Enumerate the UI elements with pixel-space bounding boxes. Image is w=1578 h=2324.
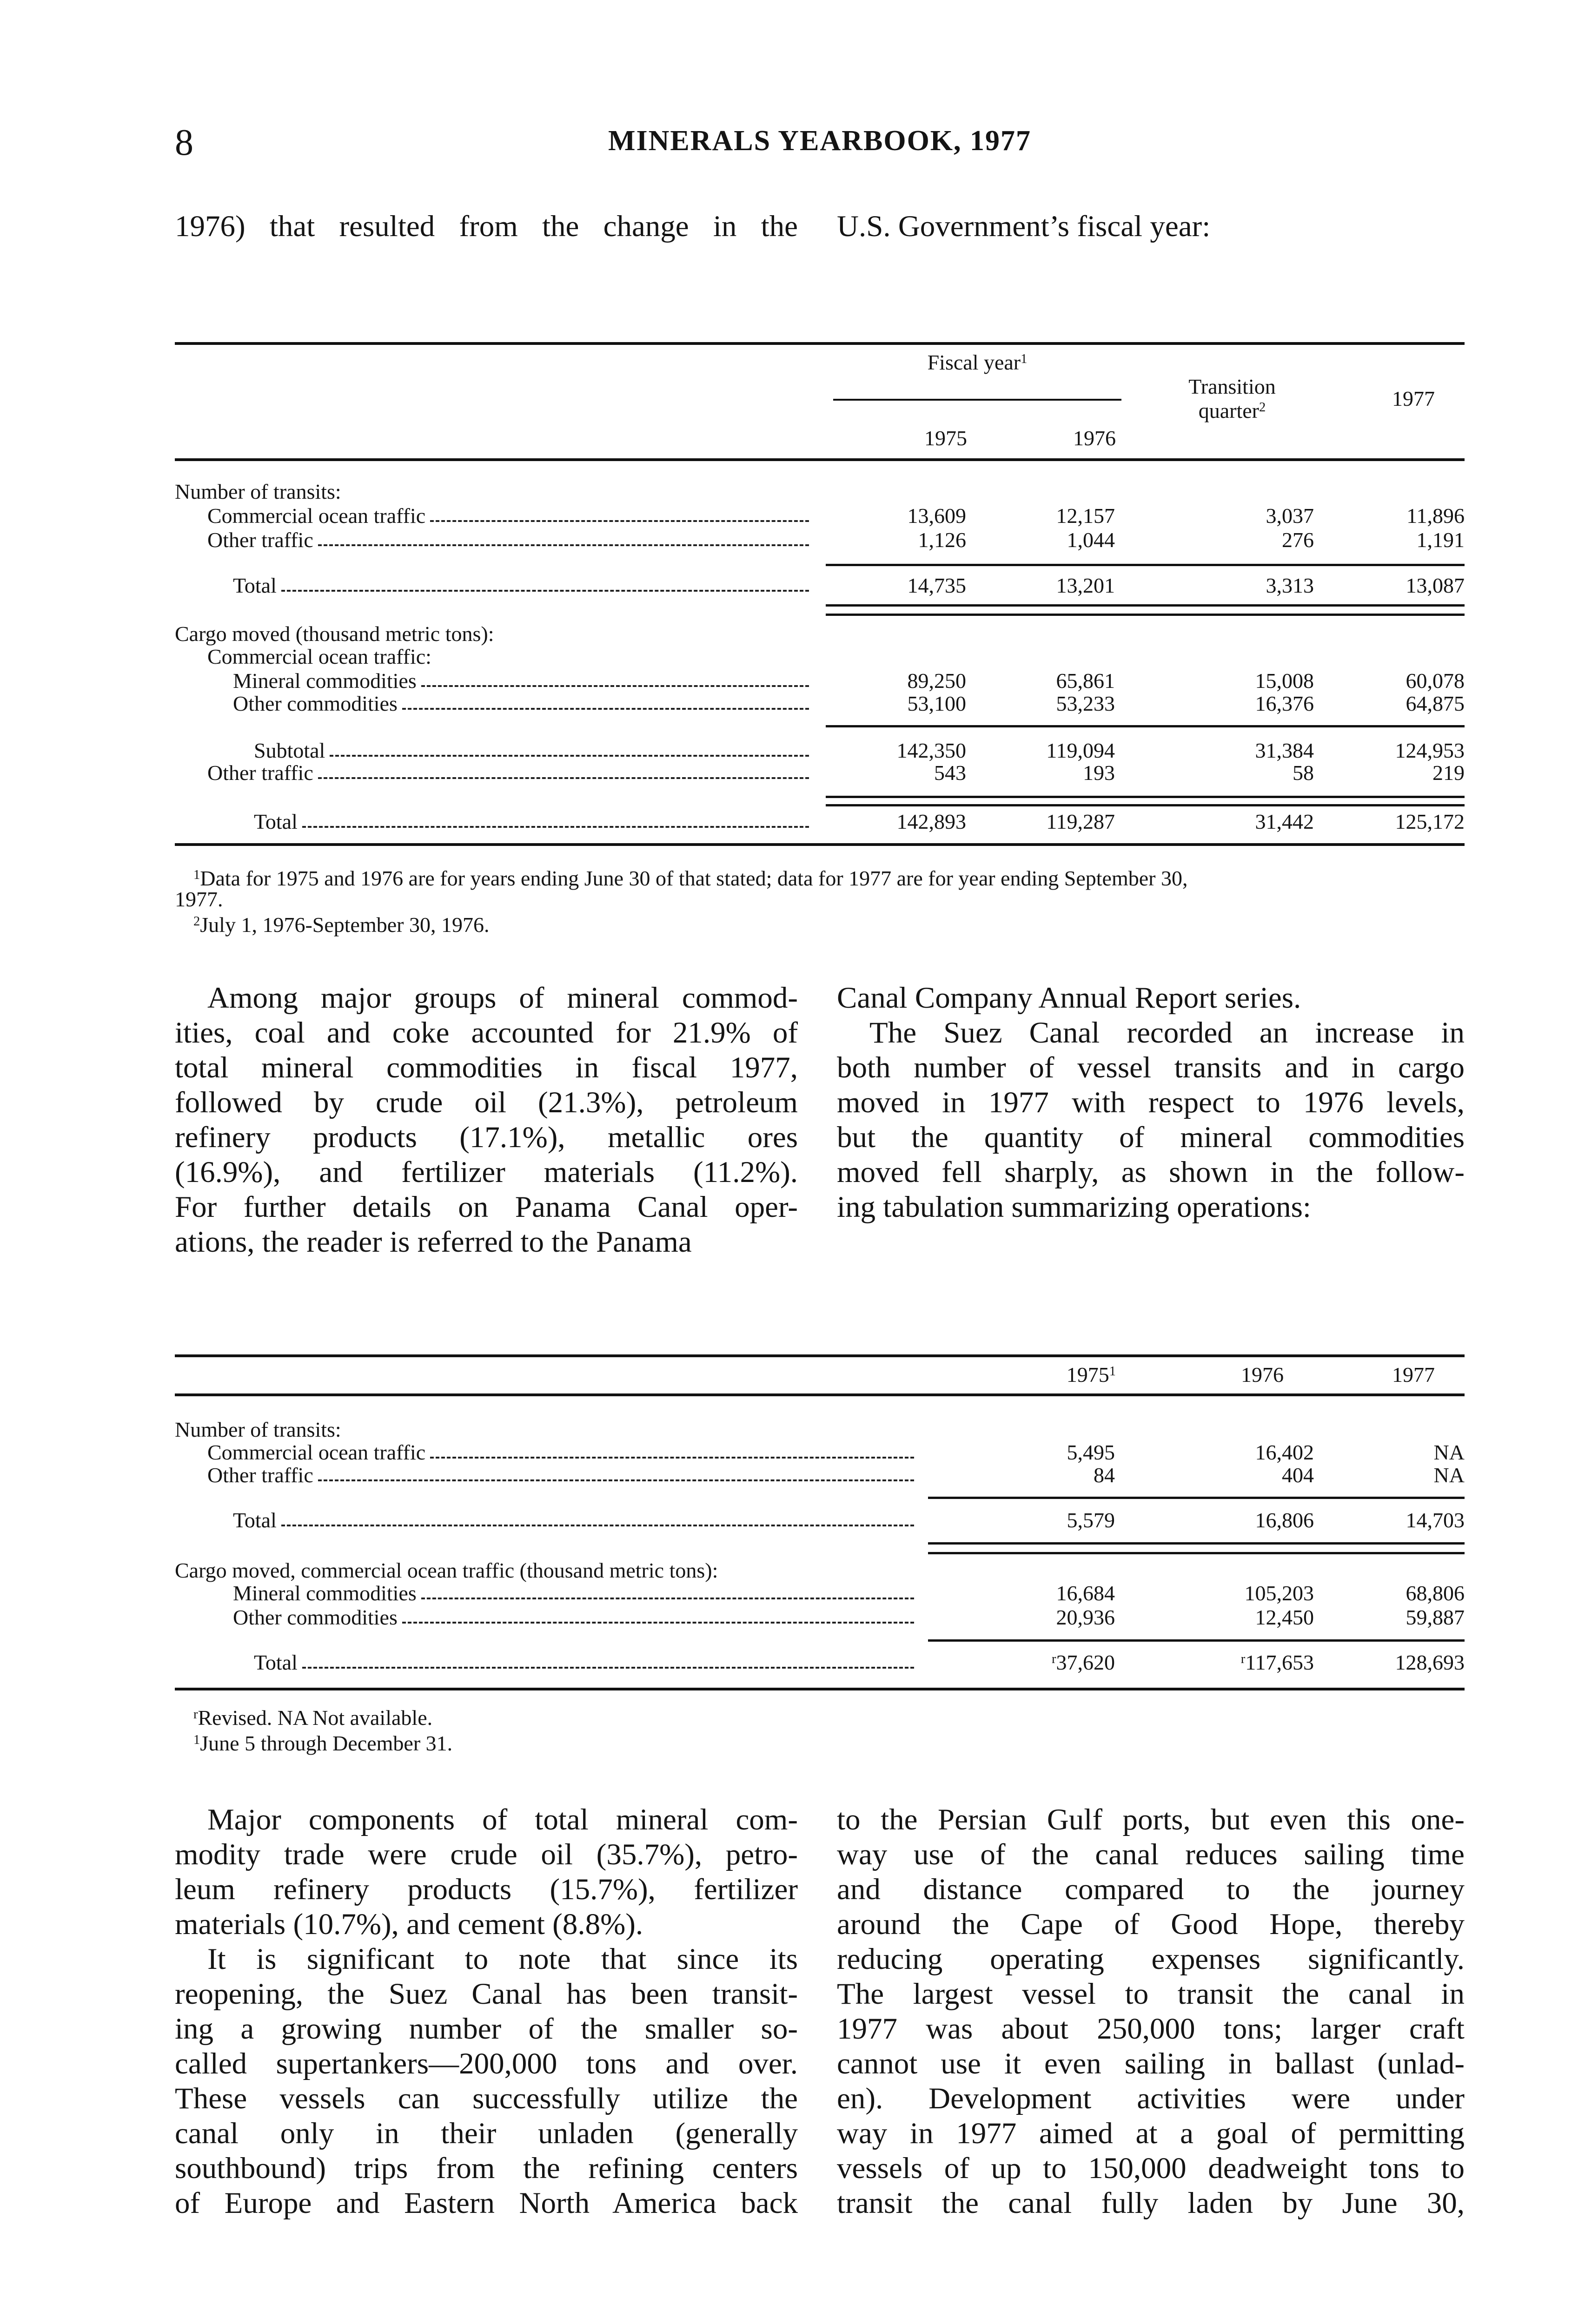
row-label (207, 1440, 914, 1465)
dot-leader (421, 1598, 914, 1599)
text-line: vessels of up to 150,000 deadweight tons to (837, 2152, 1465, 2185)
table-cell (1174, 1581, 1314, 1605)
table-cell (827, 574, 966, 598)
text-line: followed by crude oil (21.3%), petroleum (175, 1086, 798, 1119)
table-rule (826, 796, 1465, 798)
row-label (175, 480, 341, 504)
row-label (175, 622, 494, 646)
table-cell (1174, 1651, 1314, 1675)
row-label (207, 645, 431, 669)
header-1977: 1977 (1392, 1363, 1435, 1386)
table-rule (175, 1688, 1465, 1690)
table-rule (175, 1354, 1465, 1357)
cell-value: 404 (1282, 1463, 1314, 1487)
header-transition-quarter (1144, 375, 1320, 423)
cell-value: 5,579 (1067, 1508, 1115, 1532)
row-label-text: Other traffic (207, 761, 313, 785)
row-label-text: Subtotal (254, 739, 325, 762)
table-rule (826, 564, 1465, 566)
dot-leader (318, 544, 809, 546)
table-cell (827, 669, 966, 693)
table-cell (975, 1440, 1115, 1465)
table-row (0, 622, 1578, 646)
footnote-mark: 1 (1021, 351, 1028, 366)
table-rule (175, 1393, 1465, 1396)
table-row (0, 574, 1578, 598)
dot-leader (430, 1457, 914, 1459)
text-line: ing a growing number of the smaller so- (175, 2012, 798, 2046)
cell-value: 5,495 (1067, 1440, 1115, 1464)
footnote-mark: r (193, 1707, 198, 1722)
dot-leader (318, 777, 809, 779)
footnote-mark: 1 (193, 867, 200, 882)
text-line: to the Persian Gulf ports, but even this one- (837, 1803, 1465, 1836)
header-fiscal-year (833, 350, 1121, 375)
text-line: materials (10.7%), and cement (8.8%). (175, 1908, 643, 1941)
footnote-text: July 1, 1976-September 30, 1976. (200, 913, 490, 937)
cell-value: 84 (1094, 1463, 1115, 1487)
table-row (0, 504, 1578, 528)
row-label (233, 1581, 914, 1605)
footnote (193, 1731, 452, 1756)
table-cell (1174, 1508, 1314, 1532)
table-cell (1325, 692, 1465, 716)
table-cell (975, 1605, 1115, 1630)
text-line: but the quantity of mineral commodities (837, 1121, 1465, 1154)
footnote-text: June 5 through December 31. (200, 1731, 453, 1755)
table-cell (1174, 810, 1314, 834)
table-cell (975, 1463, 1115, 1487)
text-line: both number of vessel transits and in cargo (837, 1051, 1465, 1084)
table-row (0, 1605, 1578, 1630)
table-cell (827, 528, 966, 552)
table-cell (827, 761, 966, 785)
footnote (175, 887, 223, 911)
table-row (0, 645, 1578, 669)
table-cell (1174, 1605, 1314, 1630)
text-line: modity trade were crude oil (35.7%), petro- (175, 1838, 798, 1871)
footnote-text: 1977. (175, 887, 223, 911)
row-label-text: Other traffic (207, 528, 313, 552)
row-label-text: Commercial ocean traffic (207, 1440, 426, 1464)
cell-value: NA (1433, 1440, 1465, 1464)
paragraph-right (837, 981, 1465, 1225)
table-cell (975, 1581, 1115, 1605)
table-rule (826, 604, 1465, 607)
table-cell (827, 739, 966, 763)
cell-value: 219 (1432, 761, 1465, 785)
table-rule (833, 399, 1121, 401)
text-line: The largest vessel to transit the canal in (837, 1977, 1465, 2011)
dot-leader (281, 590, 809, 592)
cell-value: 142,350 (896, 739, 966, 762)
cell-value: 68,806 (1406, 1581, 1465, 1605)
cell-value: 31,384 (1255, 739, 1314, 762)
text-line: around the Cape of Good Hope, thereby (837, 1908, 1465, 1941)
running-title: MINERALS YEARBOOK, 1977 (608, 125, 1032, 157)
text-line: and distance compared to the journey (837, 1873, 1465, 1906)
dot-leader (302, 1667, 914, 1669)
table-row (0, 1508, 1578, 1532)
text-line: of Europe and Eastern North America back (175, 2186, 798, 2220)
cell-value: 13,609 (907, 504, 966, 528)
table-rule (928, 1552, 1465, 1554)
text-line: 1976) that resulted from the change in the (175, 210, 798, 243)
paragraph-right (837, 1802, 1465, 2221)
row-label (233, 574, 809, 598)
row-label (254, 810, 809, 834)
table-cell (975, 739, 1115, 763)
text-line: ing tabulation summarizing operations: (837, 1190, 1311, 1224)
table-cell (1174, 574, 1314, 598)
header-1976: 1976 (1073, 426, 1116, 450)
table-cell (1174, 692, 1314, 716)
table-cell (1325, 1508, 1465, 1532)
table-rule (826, 614, 1465, 616)
table-row (0, 1651, 1578, 1675)
text-line: leum refinery products (15.7%), fertilizer (175, 1873, 798, 1906)
table-cell (1325, 669, 1465, 693)
paragraph-left (175, 1802, 798, 2221)
text-line: total mineral commodities in fiscal 1977, (175, 1051, 798, 1084)
cell-value: 60,078 (1406, 669, 1465, 693)
footnote (193, 1706, 432, 1730)
row-label-text: Number of transits: (175, 480, 341, 503)
footnote-text: Revised. NA Not available. (198, 1706, 433, 1730)
table-cell (1325, 1605, 1465, 1630)
cell-value: 543 (934, 761, 966, 785)
row-label (254, 739, 809, 763)
table-cell (1174, 669, 1314, 693)
cell-value: 14,735 (907, 574, 966, 597)
footnote-text: Data for 1975 and 1976 are for years ending June 30 of that stated; data for 1977 are for year ending September 30, (200, 866, 1188, 890)
revised-mark: r (1240, 1651, 1246, 1666)
text-line: reducing operating expenses significantly. (837, 1942, 1465, 1976)
text-line: (16.9%), and fertilizer materials (11.2%). (175, 1155, 798, 1189)
table-cell (975, 692, 1115, 716)
header-1977: 1977 (1392, 387, 1435, 410)
cell-value: 12,450 (1255, 1605, 1314, 1629)
cell-value: 89,250 (907, 669, 966, 693)
row-label (207, 1463, 914, 1487)
table-row (0, 1581, 1578, 1605)
table-cell (975, 761, 1115, 785)
row-label (254, 1651, 914, 1675)
dot-leader (402, 1622, 914, 1624)
table-cell (975, 669, 1115, 693)
footnote-mark: 1 (1109, 1364, 1116, 1379)
row-label (207, 761, 809, 785)
cell-value: 119,094 (1046, 739, 1115, 762)
table-row (0, 810, 1578, 834)
table-row (0, 1558, 1578, 1583)
header-1976: 1976 (1241, 1363, 1284, 1386)
table-cell (1174, 528, 1314, 552)
cell-value: 16,402 (1255, 1440, 1314, 1464)
dot-leader (318, 1479, 914, 1481)
page-number: 8 (175, 122, 193, 163)
table-cell (1325, 1581, 1465, 1605)
cell-value: 1,044 (1067, 528, 1115, 552)
cell-value: 3,037 (1266, 504, 1314, 528)
text-line: 1977 was about 250,000 tons; larger craft (837, 2012, 1465, 2046)
cell-value: 53,233 (1056, 692, 1115, 715)
text-line: transit the canal fully laden by June 30, (837, 2186, 1465, 2220)
text-line: Among major groups of mineral commod- (207, 981, 798, 1015)
table-row (0, 761, 1578, 785)
table-row (0, 1463, 1578, 1487)
cell-value: 105,203 (1244, 1581, 1314, 1605)
cell-value: 1,126 (918, 528, 966, 552)
footnote (193, 913, 489, 937)
text-line: Major components of total mineral com- (207, 1803, 798, 1836)
text-line: reopening, the Suez Canal has been transit- (175, 1977, 798, 2011)
dot-leader (302, 826, 809, 828)
table-cell (975, 574, 1115, 598)
table-cell (1174, 1440, 1314, 1465)
row-label-text: Mineral commodities (233, 669, 417, 693)
text-line: Canal Company Annual Report series. (837, 981, 1301, 1015)
text-line: southbound) trips from the refining centers (175, 2152, 798, 2185)
dot-leader (402, 708, 809, 710)
row-label (207, 504, 809, 528)
dot-leader (421, 685, 809, 687)
header-1975: 1975 (924, 426, 967, 450)
intro-right (837, 209, 1465, 244)
row-label-text: Cargo moved, commercial ocean traffic (thousand metric tons): (175, 1558, 718, 1582)
cell-value: 13,201 (1056, 574, 1115, 597)
table-cell (1174, 504, 1314, 528)
header-1975 (1000, 1363, 1116, 1387)
cell-value: 142,893 (896, 810, 966, 833)
table-cell (1325, 504, 1465, 528)
cell-value: 64,875 (1406, 692, 1465, 715)
table-row (0, 1440, 1578, 1465)
table-cell (1325, 1440, 1465, 1465)
row-label-text: Other traffic (207, 1463, 313, 1487)
table-row (0, 692, 1578, 716)
cell-value: 65,861 (1056, 669, 1115, 693)
table-rule (175, 342, 1465, 345)
table-cell (1174, 739, 1314, 763)
footnote (193, 866, 1188, 891)
revised-mark: r (1052, 1651, 1056, 1666)
table-row (0, 739, 1578, 763)
header-text: quarter (1198, 399, 1259, 423)
table-cell (975, 810, 1115, 834)
row-label-text: Total (254, 1651, 298, 1674)
table-cell (975, 1651, 1115, 1675)
table-cell (1174, 1463, 1314, 1487)
table-cell (1174, 761, 1314, 785)
table-cell (1325, 1463, 1465, 1487)
text-line: way use of the canal reduces sailing time (837, 1838, 1465, 1871)
table-row (0, 669, 1578, 693)
cell-value: 53,100 (907, 692, 966, 715)
cell-value: 13,087 (1406, 574, 1465, 597)
row-label-text: Total (233, 1508, 277, 1532)
footnote-mark: 2 (1259, 400, 1266, 415)
table-cell (1325, 574, 1465, 598)
table-row (0, 480, 1578, 504)
table-rule (826, 725, 1465, 727)
table-cell (1325, 761, 1465, 785)
row-label (233, 692, 809, 716)
cell-value: 1,191 (1416, 528, 1465, 552)
table-rule (928, 1497, 1465, 1499)
table-rule (175, 843, 1465, 846)
table-cell (1325, 810, 1465, 834)
row-label (233, 1605, 914, 1630)
table-cell (975, 528, 1115, 552)
table-rule (175, 458, 1465, 461)
header-text: Fiscal year (927, 350, 1021, 374)
row-label-text: Number of transits: (175, 1418, 341, 1441)
cell-value: 11,896 (1406, 504, 1465, 528)
row-label (175, 1418, 341, 1442)
row-label-text: Cargo moved (thousand metric tons): (175, 622, 494, 646)
cell-value: 37,620 (1056, 1651, 1115, 1674)
row-label-text: Commercial ocean traffic (207, 504, 426, 528)
text-line: These vessels can successfully utilize the (175, 2082, 798, 2115)
text-line: canal only in their unladen (generally (175, 2117, 798, 2150)
table-rule (826, 804, 1465, 806)
table-cell (1325, 739, 1465, 763)
cell-value: 128,693 (1395, 1651, 1465, 1674)
row-label (175, 1558, 718, 1583)
text-line: refinery products (17.1%), metallic ores (175, 1121, 798, 1154)
row-label-text: Other commodities (233, 692, 398, 715)
text-line: cannot use it even sailing in ballast (unlad- (837, 2047, 1465, 2080)
text-line: moved fell sharply, as shown in the follow- (837, 1155, 1465, 1189)
text-line: ities, coal and coke accounted for 21.9% of (175, 1016, 798, 1050)
cell-value: NA (1433, 1463, 1465, 1487)
table-cell (1325, 1651, 1465, 1675)
text-line: For further details on Panama Canal oper- (175, 1190, 798, 1224)
row-label-text: Mineral commodities (233, 1581, 417, 1605)
table-row (0, 1418, 1578, 1442)
text-line: U.S. Government’s fiscal year: (837, 210, 1211, 243)
text-line: ations, the reader is referred to the Panama (175, 1225, 692, 1259)
cell-value: 16,684 (1056, 1581, 1115, 1605)
cell-value: 276 (1282, 528, 1314, 552)
cell-value: 12,157 (1056, 504, 1115, 528)
row-label-text: Other commodities (233, 1605, 398, 1629)
cell-value: 119,287 (1046, 810, 1115, 833)
row-label-text: Commercial ocean traffic: (207, 645, 431, 668)
header-text: Transition (1188, 375, 1276, 398)
row-label (233, 669, 809, 693)
table-cell (827, 692, 966, 716)
paragraph-left (175, 981, 798, 1260)
row-label (233, 1508, 914, 1532)
text-line: moved in 1977 with respect to 1976 levels, (837, 1086, 1465, 1119)
dot-leader (430, 520, 809, 522)
table-cell (975, 504, 1115, 528)
cell-value: 14,703 (1406, 1508, 1465, 1532)
table-cell (827, 810, 966, 834)
cell-value: 3,313 (1266, 574, 1314, 597)
table-cell (975, 1508, 1115, 1532)
text-line: It is significant to note that since its (207, 1942, 798, 1976)
dot-leader (330, 755, 809, 757)
row-label (207, 528, 809, 552)
cell-value: 124,953 (1395, 739, 1465, 762)
cell-value: 31,442 (1255, 810, 1314, 833)
header-text: 1975 (1066, 1363, 1109, 1386)
cell-value: 16,376 (1255, 692, 1314, 715)
text-line: way in 1977 aimed at a goal of permitting (837, 2117, 1465, 2150)
cell-value: 125,172 (1395, 810, 1465, 833)
cell-value: 20,936 (1056, 1605, 1115, 1629)
text-line: called supertankers—200,000 tons and over. (175, 2047, 798, 2080)
cell-value: 15,008 (1255, 669, 1314, 693)
text-line: en). Development activities were under (837, 2082, 1465, 2115)
footnote-mark: 1 (193, 1732, 200, 1747)
footnote-mark: 2 (193, 914, 200, 929)
cell-value: 193 (1083, 761, 1115, 785)
text-line: The Suez Canal recorded an increase in (869, 1016, 1465, 1050)
intro-left (175, 209, 798, 244)
dot-leader (281, 1525, 914, 1526)
table-cell (827, 504, 966, 528)
table-row (0, 528, 1578, 552)
cell-value: 16,806 (1255, 1508, 1314, 1532)
cell-value: 59,887 (1406, 1605, 1465, 1629)
row-label-text: Total (254, 810, 298, 833)
table-rule (928, 1639, 1465, 1642)
row-label-text: Total (233, 574, 277, 597)
table-rule (928, 1542, 1465, 1545)
cell-value: 58 (1293, 761, 1314, 785)
cell-value: 117,653 (1245, 1651, 1314, 1674)
table-cell (1325, 528, 1465, 552)
